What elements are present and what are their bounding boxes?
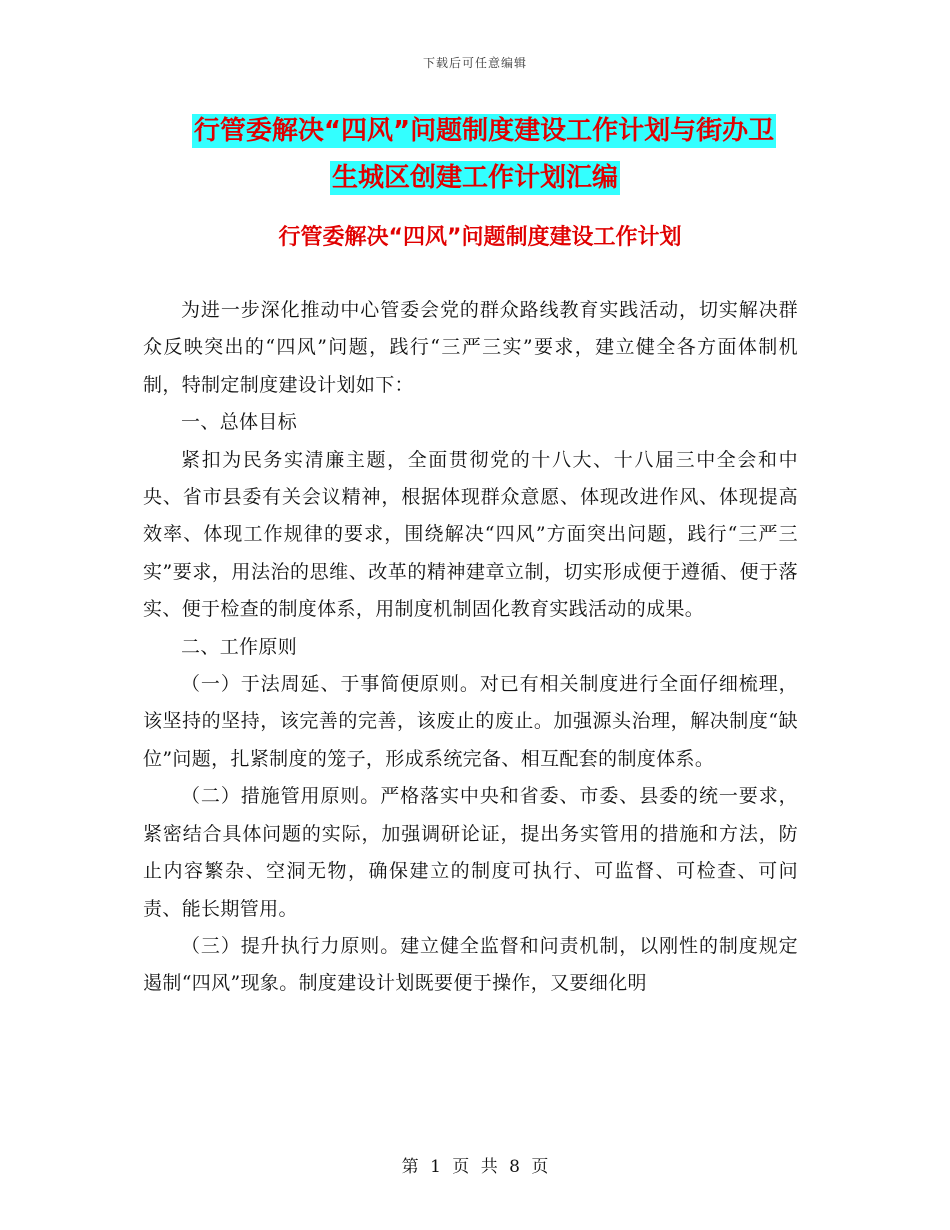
heading-overall-goal: 一、总体目标	[181, 411, 298, 434]
section-title: 行管委解决“四风”问题制度建设工作计划	[278, 225, 682, 250]
document-title-line-1: 行管委解决“四风”问题制度建设工作计划与街办卫	[193, 116, 775, 146]
document-title	[0, 108, 950, 202]
paragraph-overall-goal: 紧扣为民务实清廉主题，全面贯彻党的十八大、十八届三中全会和中央、省市县委有关会议精神，根据体现群众意愿、体现改进作风、体现提高效率、体现工作规律的要求，围绕解决“四风”方面突出问题，践行“三严三实”要求，用法治的思维、改革的精神建章立制，切实形成便于遵循、便于落实、便于检查的制度体系，用制度机制固化教育实践活动的成果。	[143, 448, 798, 621]
paragraph-intro: 为进一步深化推动中心管委会党的群众路线教育实践活动，切实解决群众反映突出的“四风”问题，践行“三严三实”要求，建立健全各方面体制机制，特制定制度建设计划如下：	[143, 299, 798, 396]
paragraph-principle-1: （一）于法周延、于事简便原则。对已有相关制度进行全面仔细梳理，该坚持的坚持，该完善的完善，该废止的废止。加强源头治理，解决制度“缺位”问题，扎紧制度的笼子，形成系统完备、相互配套的制度体系。	[143, 673, 798, 770]
document-title-line-2: 生城区创建工作计划汇编	[331, 163, 618, 193]
header-note: 下载后可任意编辑	[422, 56, 527, 70]
heading-work-principles: 二、工作原则	[181, 635, 298, 658]
document-body	[143, 292, 798, 1003]
page-number: 第 1 页 共 8 页	[401, 1157, 549, 1177]
paragraph-principle-2: （二）措施管用原则。严格落实中央和省委、市委、县委的统一要求，紧密结合具体问题的实际，加强调研论证，提出务实管用的措施和方法，防止内容繁杂、空洞无物，确保建立的制度可执行、可监督、可检查、可问责、能长期管用。	[143, 785, 798, 920]
paragraph-principle-3: （三）提升执行力原则。建立健全监督和问责机制，以刚性的制度规定遏制“四风”现象。制度建设计划既要便于操作，又要细化明	[143, 934, 798, 995]
